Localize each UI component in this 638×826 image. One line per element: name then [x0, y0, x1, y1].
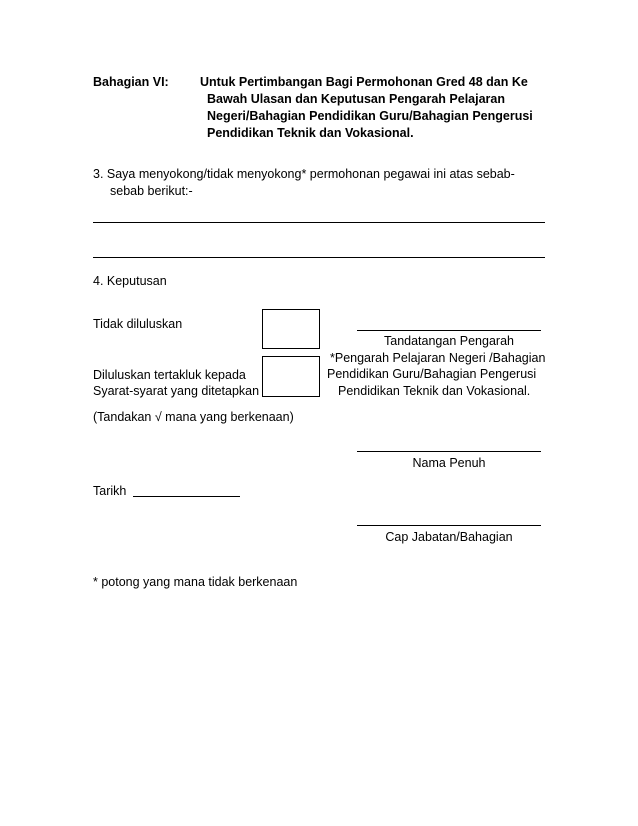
full-name-label: Nama Penuh: [412, 456, 486, 470]
stamp-line[interactable]: [357, 525, 541, 526]
decision-heading: 4. Keputusan: [93, 274, 167, 288]
footnote: * potong yang mana tidak berkenaan: [93, 575, 298, 589]
full-name-line[interactable]: [357, 451, 541, 452]
section-title-line-1: Untuk Pertimbangan Bagi Permohonan Gred 48 dan Ke: [200, 75, 528, 89]
section-title-line-4: Pendidikan Teknik dan Vokasional.: [207, 126, 414, 140]
reason-line-1[interactable]: [93, 222, 545, 223]
tick-instruction: (Tandakan √ mana yang berkenaan): [93, 410, 294, 424]
reason-line-2[interactable]: [93, 257, 545, 258]
signature-title-line-2: Pendidikan Guru/Bahagian Pengerusi: [327, 367, 537, 381]
option-not-approved-label: Tidak diluluskan: [93, 317, 183, 331]
section-title-line-2: Bawah Ulasan dan Keputusan Pengarah Pelajaran: [207, 92, 506, 106]
signature-line[interactable]: [357, 330, 541, 331]
date-line[interactable]: [133, 496, 240, 497]
stamp-label: Cap Jabatan/Bahagian: [385, 530, 513, 544]
section-label: Bahagian VI:: [93, 75, 169, 89]
item3-text-line-2: sebab berikut:-: [110, 184, 193, 198]
section-title-line-3: Negeri/Bahagian Pendidikan Guru/Bahagian Pengerusi: [207, 109, 533, 123]
option-approved-label-line-2: Syarat-syarat yang ditetapkan: [93, 384, 260, 398]
signature-title-line-3: Pendidikan Teknik dan Vokasional.: [338, 384, 531, 398]
signature-label: Tandatangan Pengarah: [384, 334, 514, 348]
not-approved-checkbox[interactable]: [262, 309, 320, 349]
date-label: Tarikh: [93, 484, 127, 498]
item3-text-line-1: 3. Saya menyokong/tidak menyokong* permohonan pegawai ini atas sebab-: [93, 167, 515, 181]
approved-checkbox[interactable]: [262, 356, 320, 397]
option-approved-label-line-1: Diluluskan tertakluk kepada: [93, 368, 246, 382]
signature-title-line-1: *Pengarah Pelajaran Negeri /Bahagian: [330, 351, 546, 365]
